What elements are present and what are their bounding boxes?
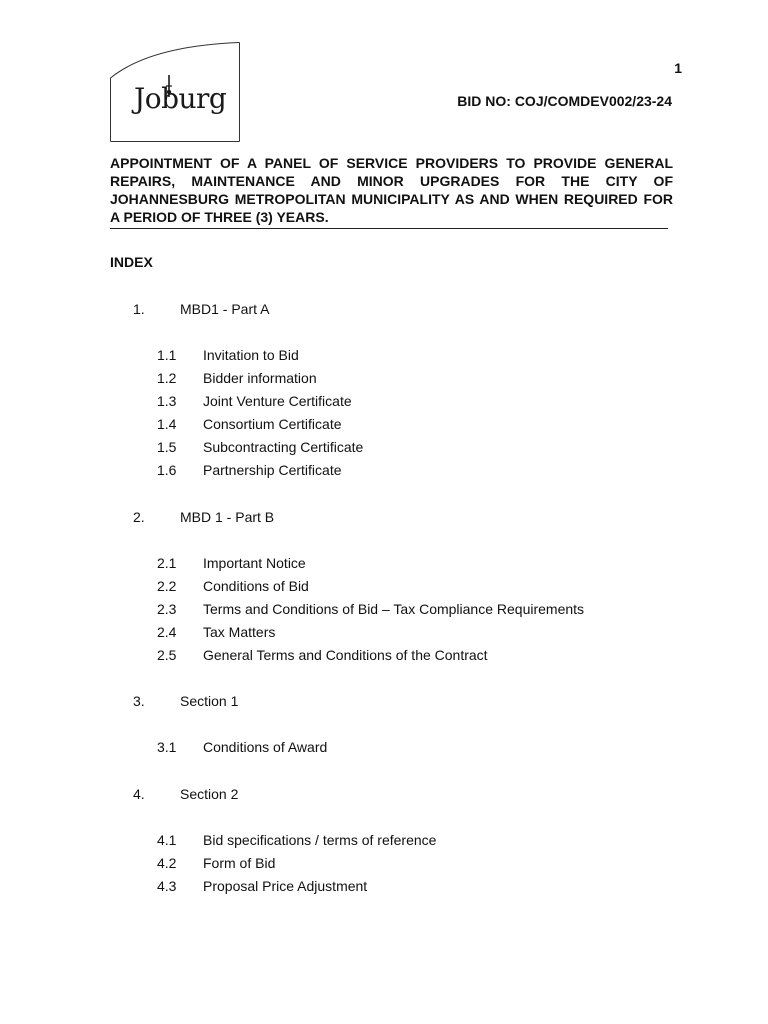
- section-number: 2.: [133, 509, 145, 525]
- item-title: Joint Venture Certificate: [203, 393, 352, 409]
- item-number: 2.5: [157, 647, 177, 663]
- section-number: 1.: [133, 301, 145, 317]
- item-title: Bid specifications / terms of reference: [203, 832, 437, 848]
- item-title: Terms and Conditions of Bid – Tax Compliance Requirements: [203, 601, 585, 617]
- item-title: Tax Matters: [203, 624, 276, 640]
- item-title: Bidder information: [203, 370, 317, 386]
- item-title: Proposal Price Adjustment: [203, 878, 368, 894]
- item-title: Invitation to Bid: [203, 347, 299, 363]
- item-number: 2.2: [157, 578, 177, 594]
- section-number: 4.: [133, 786, 145, 802]
- bid-number: BID NO: COJ/COMDEV002/23-24: [457, 93, 672, 109]
- item-title: General Terms and Conditions of the Contract: [203, 647, 488, 663]
- item-number: 2.4: [157, 624, 177, 640]
- section-title: Section 1: [180, 693, 239, 709]
- item-title: Form of Bid: [203, 855, 276, 871]
- item-title: Conditions of Bid: [203, 578, 309, 594]
- item-number: 1.2: [157, 370, 177, 386]
- item-title: Important Notice: [203, 555, 306, 571]
- section-number: 3.: [133, 693, 145, 709]
- section-title: Section 2: [180, 786, 239, 802]
- page-number: 1: [674, 60, 682, 76]
- item-number: 4.3: [157, 878, 177, 894]
- index-heading: INDEX: [110, 254, 153, 270]
- item-title: Consortium Certificate: [203, 416, 342, 432]
- item-title: Conditions of Award: [203, 739, 328, 755]
- section-title: MBD 1 - Part B: [180, 509, 275, 525]
- item-number: 3.1: [157, 739, 177, 755]
- item-number: 4.1: [157, 832, 177, 848]
- logo-wordmark: Joburg: [134, 82, 227, 115]
- document-title: APPOINTMENT OF A PANEL OF SERVICE PROVIDERS TO PROVIDE GENERAL REPAIRS, MAINTENANCE AND MINOR UPGRADES FOR THE CITY OF JOHANNESBURG METROPOLITAN MUNICIPALITY AS AND WHEN REQUIRED FOR A PERIOD OF THREE (3) YEARS.: [110, 155, 673, 225]
- item-number: 4.2: [157, 855, 177, 871]
- item-number: 1.1: [157, 347, 177, 363]
- item-number: 1.3: [157, 393, 177, 409]
- item-number: 1.5: [157, 439, 177, 455]
- item-number: 1.4: [157, 416, 177, 432]
- item-number: 2.3: [157, 601, 177, 617]
- item-title: Subcontracting Certificate: [203, 439, 364, 455]
- item-number: 2.1: [157, 555, 177, 571]
- section-title: MBD1 - Part A: [180, 301, 270, 317]
- item-title: Partnership Certificate: [203, 462, 342, 478]
- item-number: 1.6: [157, 462, 177, 478]
